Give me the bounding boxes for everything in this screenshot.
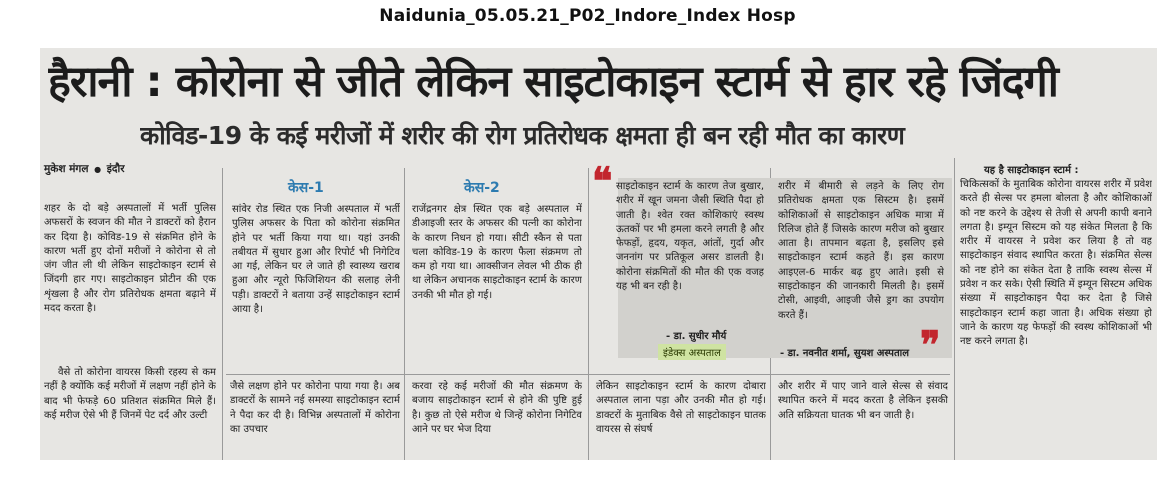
intro-paragraph-2: वैसे तो कोरोना वायरस किसी रहस्य से कम नहीं है क्योंकि कई मरीजों में लक्षण नहीं होने के बाद भी फेफड़े 60 प्रतिशत संक्रमित मिले हैं। कई मरीज ऐसे भी हैं जिनमें पेट दर्द और उल्टी: [44, 367, 216, 421]
subheadline: कोविड-19 के कई मरीजों में शरीर की रोग प्रतिरोधक क्षमता ही बन रही मौत का कारण: [140, 121, 905, 150]
column-divider: [954, 158, 955, 460]
byline-author: मुकेश मंगल: [44, 163, 89, 175]
sidebar-text: चिकित्सकों के मुताबिक कोरोना वायरस शरीर में प्रवेश करते ही सेल्स पर हमला बोलता है और कोशिकाओं को नष्ट करने के उद्देश्य से तेजी से अपनी कापी बनाने लगता है। इम्यून सिस्टम को यह संकेत मिलता है कि शरीर में वायरस ने प्रवेश कर लिया है तो वह साइटोकाइन संवाद स्थापित करता है। संक्रमित सेल्स को नष्ट होने का संकेत देता है ताकि स्वस्थ सेल्स में प्रवेश न कर सके। ऐसी स्थिति में इम्यून सिस्टम अधिक संख्या में साइटोकाइन पैदा कर देता है जिसे साइटोकाइन स्टार्म कहा जाता है। अधिक संख्या हो जाने के कारण यह फेफड़ों की स्वस्थ कोशिकाओं भी नष्ट करने लगता है।: [960, 179, 1152, 348]
case-1-heading: केस-1: [288, 180, 324, 196]
lower-column-3: लेकिन साइटोकाइन स्टार्म के कारण दोबारा अस्पताल लाना पड़ा और उनकी मौत हो गई। डाक्टरों के मुताबिक वैसे तो साइटोकाइन घातक वायरस से संघर्ष: [596, 381, 766, 435]
quote-1-hospital-badge: इंडेक्स अस्पताल: [658, 344, 726, 360]
lower-column-2: करवा रहे कई मरीजों की मौत संक्रमण के बजाय साइटोकाइन स्टार्म से होने की पुष्टि हुई है। कुछ तो ऐसे मरीज थे जिन्हें कोरोना निगेटिव आने पर घर भेज दिया: [412, 381, 582, 435]
quote-1-author: - डा. सुधीर मौर्य: [666, 331, 727, 342]
quote-1-text: साइटोकाइन स्टार्म के कारण तेज बुखार, शरीर में खून जमना जैसी स्थिति पैदा हो जाती है। श्वेत रक्त कोशिकाएं स्वस्थ ऊतकों पर भी हमला करने लगती है और फेफड़ों, हृदय, यकृत, आंतों, गुर्दा और जननांग पर प्रतिकूल असर डालती है। कोरोना संक्रमितों की मौत की एक वजह यह भी बन रही है।: [616, 181, 764, 293]
quote-open-icon: ❝: [592, 158, 613, 203]
section-divider: [226, 374, 950, 375]
lower-column-1: जैसे लक्षण होने पर कोरोना पाया गया है। अब डाक्टरों के सामने नई समस्या साइटोकाइन स्टार्म ने पैदा कर दी है। विभिन्न अस्पतालों में कोरोना का उपचार: [230, 381, 400, 435]
quote-close-icon: ❞: [920, 322, 941, 367]
byline-city: इंदौर: [106, 163, 125, 175]
column-divider: [588, 168, 589, 460]
headline: हैरानी : कोरोना से जीते लेकिन साइटोकाइन स्टार्म से हार रहे जिंदगी: [48, 57, 1058, 107]
byline: [44, 162, 125, 176]
column-divider: [222, 168, 223, 460]
case-1-text: सांवेर रोड स्थित एक निजी अस्पताल में भर्ती पुलिस अफसर के पिता को कोरोना संक्रमित होने पर भर्ती किया गया था। यहां उनकी तबीयत में सुधार हुआ और रिपोर्ट भी निगेटिव आ गई, लेकिन घर ले जाते ही स्वास्थ्य खराब हुआ और न्यूरो फिजिशियन की सलाह लेनी पड़ी। डाक्टरों ने बताया उन्हें साइटोकाइन स्टार्म आया है।: [232, 204, 400, 316]
case-2-text: राजेंद्रनगर क्षेत्र स्थित एक बड़े अस्पताल में डीआइजी स्तर के अफसर की पत्नी का कोरोना के कारण निधन हो गया। सीटी स्कैन से पता चला कोविड-19 के कारण फैला संक्रमण तो कम हो गया था। आक्सीजन लेवल भी ठीक ही था लेकिन अचानक साइटोकाइन स्टार्म के कारण उनकी भी मौत हो गई।: [412, 204, 582, 301]
clipping-caption: Naidunia_05.05.21_P02_Indore_Index Hosp: [379, 6, 796, 26]
quote-2-author: - डा. नवनीत शर्मा, सुयश अस्पताल: [780, 348, 910, 359]
byline-separator: ●: [94, 165, 102, 174]
column-divider: [404, 168, 405, 460]
lower-column-4: और शरीर में पाए जाने वाले सेल्स से संवाद स्थापित करने में मदद करता है लेकिन इसकी अति सक्रियता घातक भी बन जाती है।: [778, 381, 948, 421]
case-2-heading: केस-2: [464, 180, 500, 196]
intro-paragraph: शहर के दो बड़े अस्पतालों में भर्ती पुलिस अफसरों के स्वजन की मौत ने डाक्टरों को हैरान कर दिया है। कोविड-19 से संक्रमित होने के कारण भर्ती हुए दोनों मरीजों ने कोरोना से तो जंग जीत ली थी लेकिन साइटोकाइन स्टार्म से जिंदगी हार गए। साइटोकाइन प्रोटीन की एक शृंखला है और रोग प्रतिरोधक क्षमता बढ़ाने में मदद करता है।: [44, 203, 216, 315]
newspaper-clipping: [40, 48, 1157, 460]
quote-2-text: शरीर में बीमारी से लड़ने के लिए रोग प्रतिरोधक क्षमता एक सिस्टम है। इसमें कोशिकाओं से साइटोकाइन अधिक मात्रा में रिलिज होते हैं जिसके कारण मरीज को बुखार आता है। तापमान बढ़ता है, इसलिए इसे साइटोकाइन स्टार्म कहते हैं। इस कारण आइएल-6 मार्कर बढ़ हुए आते। इसी से साइटोकाइन की जानकारी मिलती है। इसमें टोसी, आइवी, आइजी जैसे ड्रग का उपयोग करते हैं।: [778, 181, 944, 321]
sidebar-title: यह है साइटोकाइन स्टार्म :: [984, 165, 1079, 176]
